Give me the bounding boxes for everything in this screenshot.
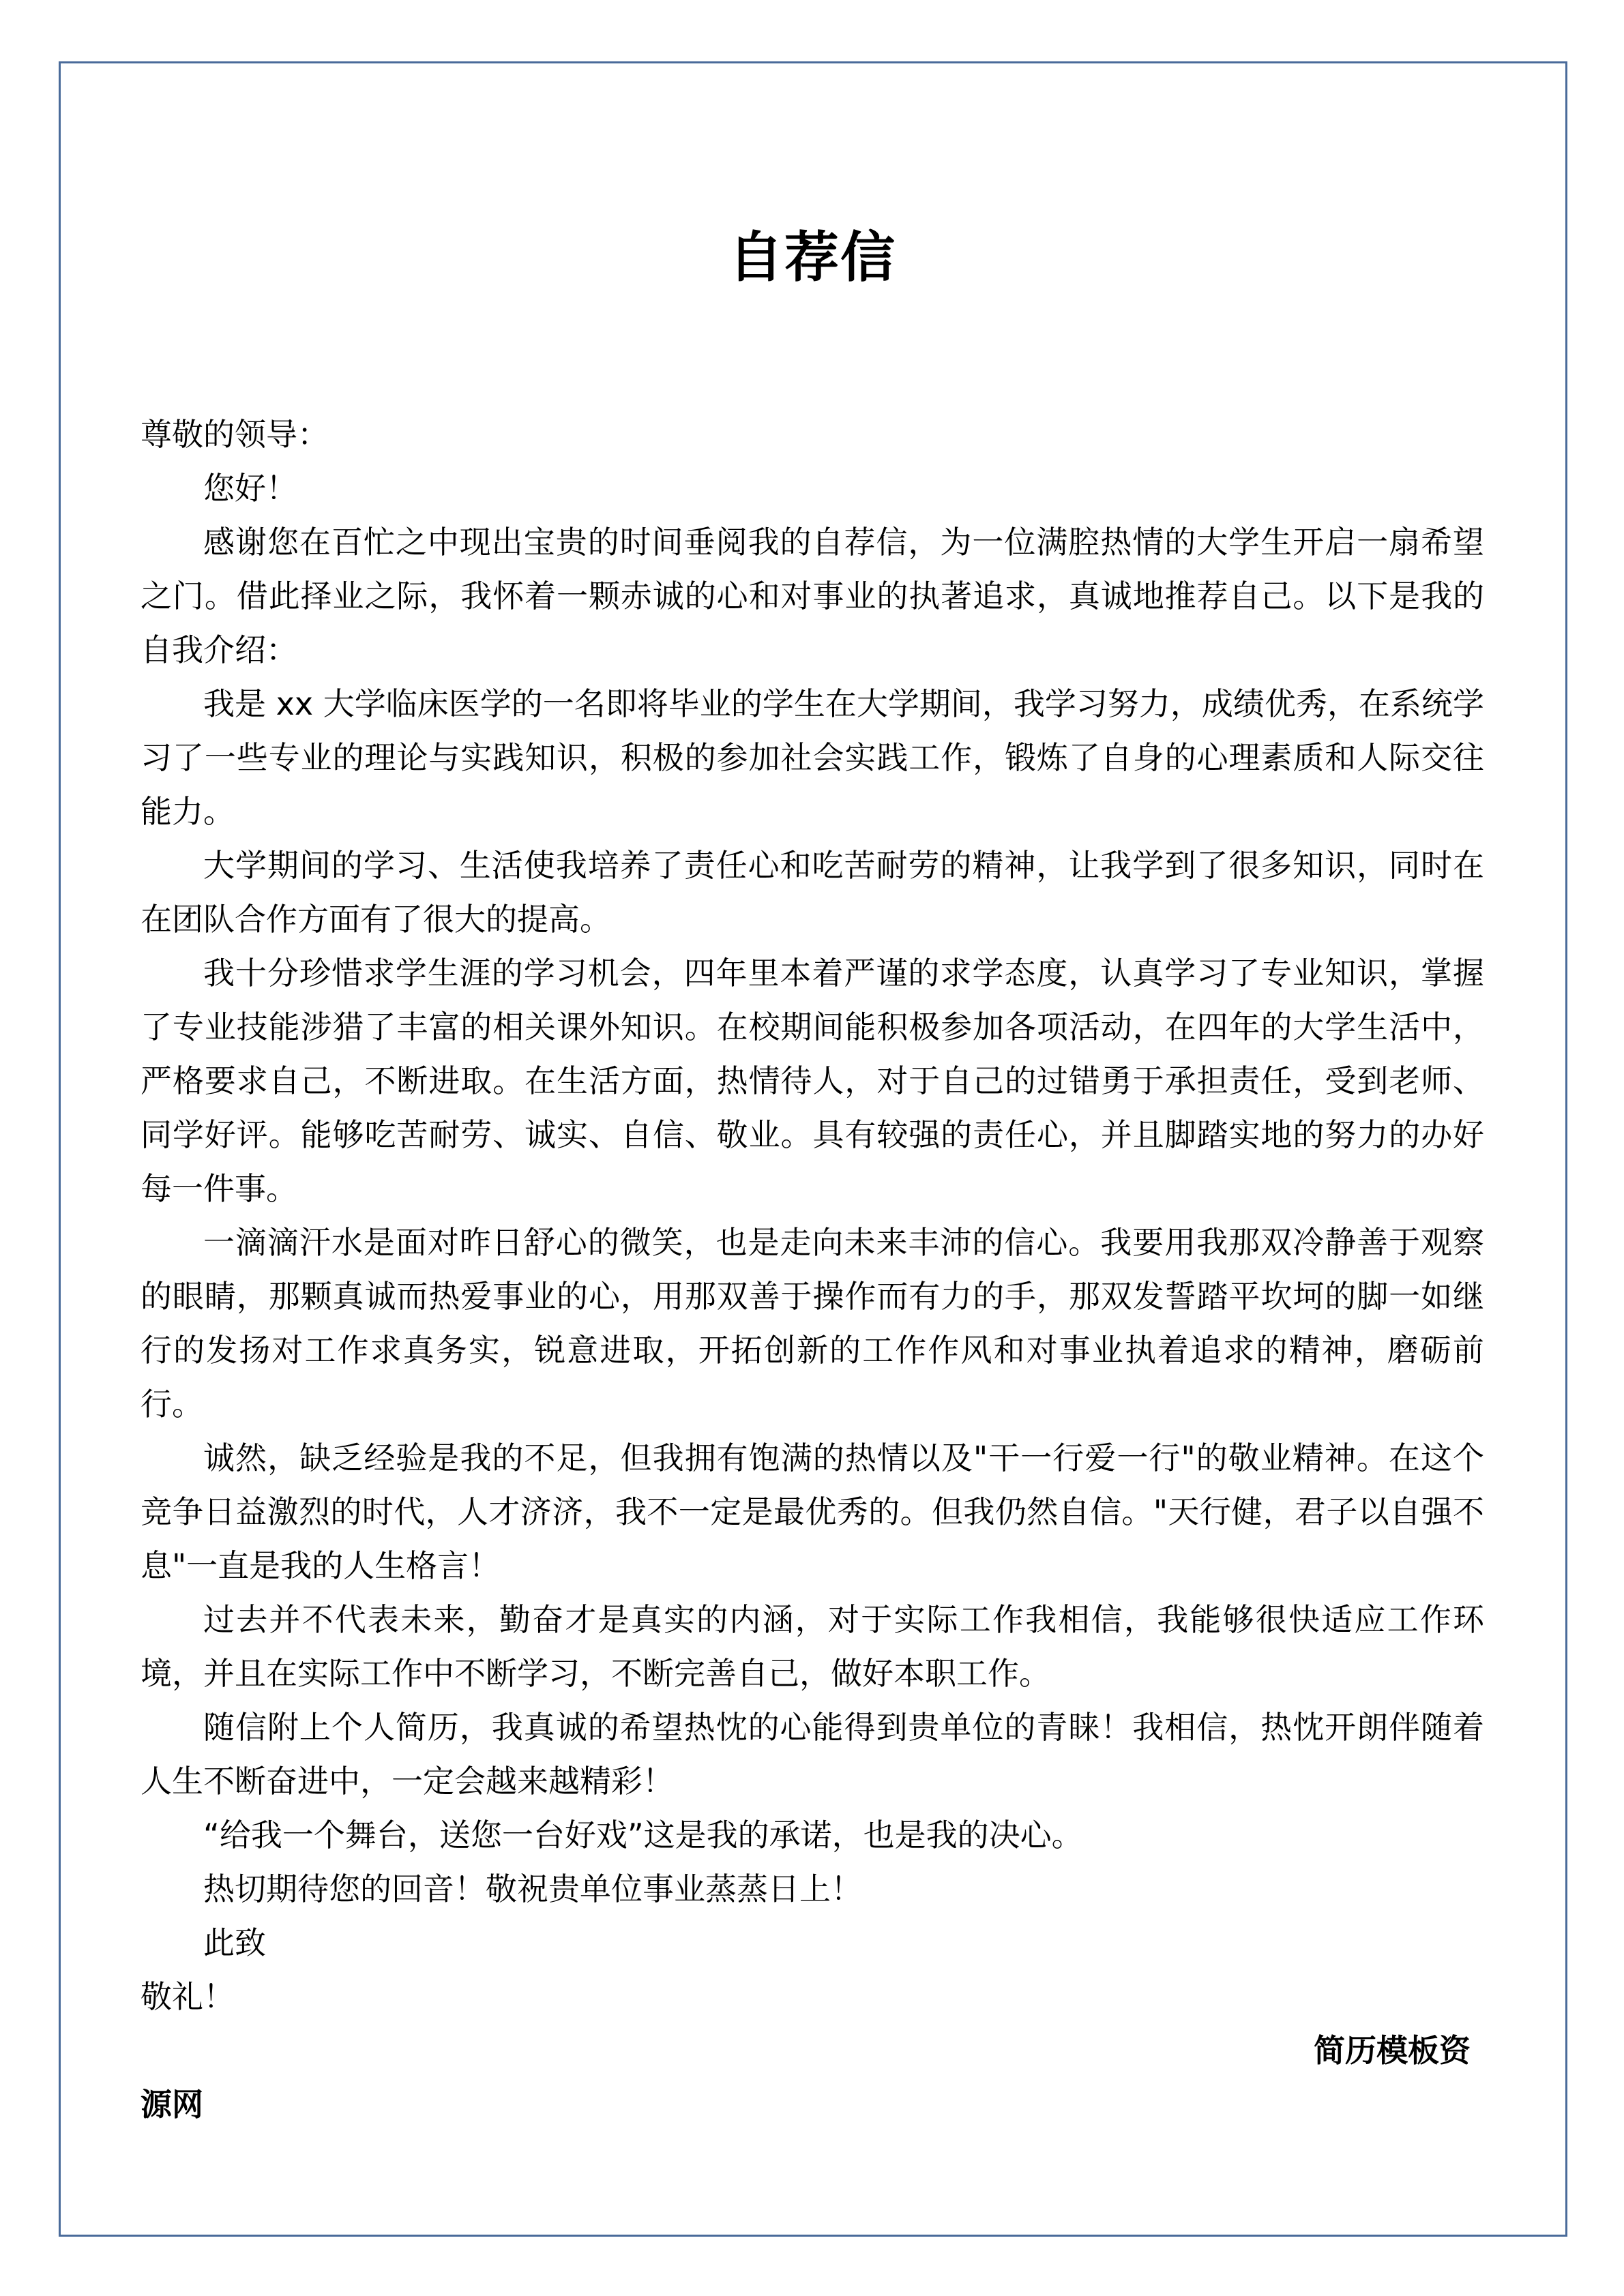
- signature-line-1: 简历模板资: [1314, 2032, 1471, 2069]
- letter-title: 自荐信: [728, 226, 896, 289]
- signature: [141, 2024, 1477, 2132]
- salutation: 尊敬的领导：: [141, 416, 329, 453]
- paragraph-confidence: 诚然，缺乏经验是我的不足，但我拥有饱满的热情以及"干一行爱一行"的敬业精神。在这个竞争日益激烈的时代，人才济济，我不一定是最优秀的。但我仍然自信。"天行健，君子以自强不息"一直是我的人生格言！: [141, 1440, 1484, 1584]
- letter-body: [141, 217, 1484, 2132]
- signature-line-2: 源网: [141, 2086, 203, 2123]
- paragraph-greeting: 您好！: [203, 470, 297, 507]
- paragraph-future: 过去并不代表未来，勤奋才是真实的内涵，对于实际工作我相信，我能够很快适应工作环境，并且在实际工作中不断学习，不断完善自己，做好本职工作。: [141, 1601, 1484, 1692]
- paragraph-university-life: 大学期间的学习、生活使我培养了责任心和吃苦耐劳的精神，让我学到了很多知识，同时在在团队合作方面有了很大的提高。: [141, 847, 1484, 938]
- paragraph-promise: “给我一个舞台，送您一台好戏”这是我的承诺，也是我的决心。: [203, 1817, 1083, 1853]
- paragraph-resume: 随信附上个人简历，我真诚的希望热忱的心能得到贵单位的青睐！我相信，热忱开朗伴随着人生不断奋进中，一定会越来越精彩！: [141, 1709, 1484, 1800]
- paragraph-wishes: 热切期待您的回音！敬祝贵单位事业蒸蒸日上！: [203, 1870, 862, 1907]
- paragraph-study-habits: 我十分珍惜求学生涯的学习机会，四年里本着严谨的求学态度，认真学习了专业知识，掌握了专业技能涉猎了丰富的相关课外知识。在校期间能积极参加各项活动，在四年的大学生活中，严格要求自己，不断进取。在生活方面，热情待人，对于自己的过错勇于承担责任，受到老师、同学好评。能够吃苦耐劳、诚实、自信、敬业。具有较强的责任心，并且脚踏实地的努力的办好每一件事。: [141, 955, 1484, 1207]
- paragraph-determination: 一滴滴汗水是面对昨日舒心的微笑，也是走向未来丰沛的信心。我要用我那双冷静善于观察的眼睛，那颗真诚而热爱事业的心，用那双善于操作而有力的手，那双发誓踏平坎坷的脚一如继行的发扬对工作求真务实，锐意进取，开拓创新的工作作风和对事业执着追求的精神，磨砺前行。: [141, 1224, 1484, 1422]
- paragraph-intro: 感谢您在百忙之中现出宝贵的时间垂阅我的自荐信，为一位满腔热情的大学生开启一扇希望之门。借此择业之际，我怀着一颗赤诚的心和对事业的执著追求，真诚地推荐自己。以下是我的自我介绍：: [141, 524, 1484, 668]
- paragraph-regards: 此致: [203, 1924, 266, 1961]
- paragraph-background: 我是 xx 大学临床医学的一名即将毕业的学生在大学期间，我学习努力，成绩优秀，在系统学习了一些专业的理论与实践知识，积极的参加社会实践工作，锻炼了自身的心理素质和人际交往能力。: [141, 685, 1484, 830]
- closing: 敬礼！: [141, 1978, 235, 2015]
